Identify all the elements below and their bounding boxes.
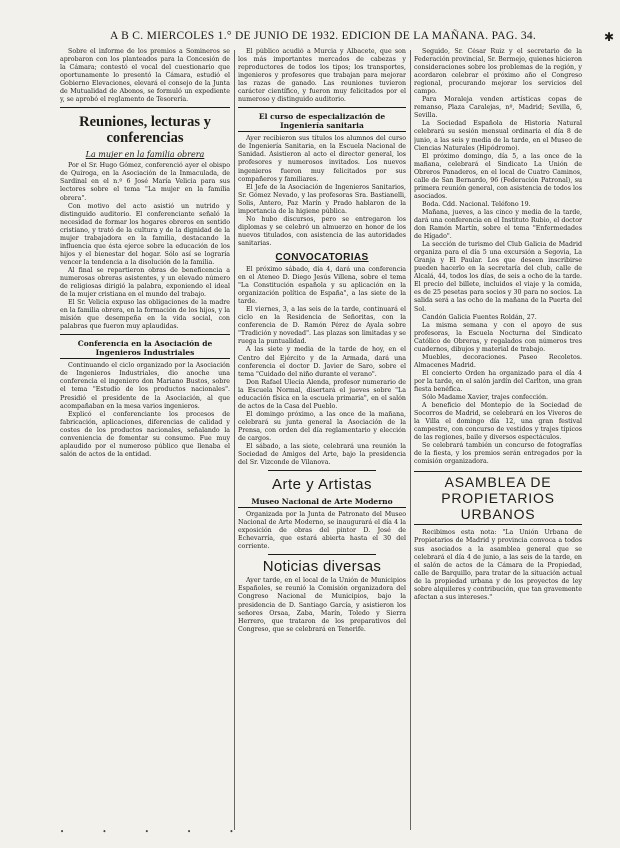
article-text: Continuando el ciclo organizado por la Asociación de Ingenieros Industriales, dio anoche una conferencia el ingeniero don Mariano Bustos, sobre el tema "Estudio de los productos nacionales". Presidió el presidente de la Asociación, al que acompañaban en la mesa varios ingenieros. Explicó el conferenciante los procesos de fabricación, aplicaciones, diferencias de calidad y costes de los productos nacionales, señalando la conveniencia de fomentar su consumo. Fue muy aplaudido por el numeroso público que llenaba el salón de actos de la entidad.: [60, 362, 230, 458]
rule: [238, 107, 406, 108]
rule: [60, 107, 230, 108]
rule: [268, 470, 376, 471]
article-text: Sobre el informe de los premios a Somineros se aprobaron con los planteados para la Concesión de la Cámara; contestó el vocal del cuestionario que oportunamente lo presentó la Cámara, estudió el Gobierno Elevaciones, elevará el consejo de la Junta de Mutualidad de Abonos, se formuló un expediente y, se aprobó el reglamento de Tesorería.: [60, 48, 230, 104]
page-header: A B C. MIERCOLES 1.° DE JUNIO DE 1932. EDICION DE LA MAÑANA. PAG. 34.: [110, 30, 537, 42]
section-heading: Reuniones, lecturas y conferencias: [79, 114, 211, 147]
rule: [268, 554, 376, 555]
section-heading: ASAMBLEA DE PROPIETARIOS URBANOS: [414, 471, 582, 525]
corner-mark: ✱: [604, 30, 615, 44]
article-text: Recibimos esta nota: "La Unión Urbana de Propietarios de Madrid y provincia convoca a todos sus asociados a la asamblea general que se celebrará el día 4 de junio, a las seis de la tarde, en el salón de actos de la Cámara de la Propiedad, calle de Barquillo, para tratar de la situación actual de la propiedad urbana y de los proyectos de ley sobre alquileres y contribución, que tan gravemente afectan a sus intereses.": [414, 529, 582, 601]
section-heading: CONVOCATORIAS: [275, 251, 369, 263]
article-text: El próximo sábado, día 4, dará una conferencia en el Ateneo D. Diego Jesús Villena, sobre el tema "La Constitución española y su aplicación en la organización política de España", a las siete de la tarde. El viernes, 3, a las seis de la tarde, continuará el ciclo en la Residencia de Señoritas, con la conferencia de D. Ramón Pérez de Ayala sobre "Tradición y novedad". Las plazas son limitadas y se ruega la puntualidad. A las siete y media de la tarde de hoy, en el Centro del Ejército y de la Armada, dará una conferencia el doctor D. Javier de Saro, sobre el tema "Cuidado del niño durante el verano". Don Rafael Ulecia Alenda, profesor numerario de la Escuela Normal, disertará el jueves sobre "La educación física en la escuela primaria", en el salón de actos de la Casa del Pueblo. El domingo próximo, a las once de la mañana, celebrará su junta general la Asociación de la Prensa, con orden del día reglamentario y elección de cargos. El sábado, a las siete, celebrará una reunión la Sociedad de Amigos del Arte, bajo la presidencia del Sr. Vizconde de Vilanova.: [238, 265, 406, 467]
column-divider: [410, 50, 411, 830]
article-text: Ayer recibieron sus títulos los alumnos del curso de Ingeniería Sanitaria, en la Escuela Nacional de Sanidad. Asistieron al acto el director general, los profesores y numerosos invitados. Los nuevos ingenieros fueron muy felicitados por sus compañeros y familiares. El Jefe de la Asociación de Ingenieros Sanitarios, Sr. Gómez Nevado, y las profesoras Sra. Bastianelli, Solis, Antero, Paz Marín y Prado hablaron de la importancia de la higiene pública. No hubo discursos, pero se entregaron los diplomas y se celebró un almuerzo en honor de los nuevos titulados, con asistencia de las autoridades sanitarias.: [238, 135, 406, 247]
article-text: Organizada por la Junta de Patronato del Museo Nacional de Arte Moderno, se inaugurará el día 4 la exposición de obras del pintor D. José de Echevarría, que estará abierta hasta el 30 del corriente.: [238, 511, 406, 551]
column-right: [414, 48, 582, 602]
column-left: [60, 48, 230, 459]
bottom-marks: • • • • •: [60, 828, 252, 836]
article-heading: Museo Nacional de Arte Moderno: [238, 497, 406, 508]
article-text: Seguido, Sr. César Ruiz y el secretario de la Federación provincial, Sr. Bermejo, quienes hicieron consideraciones sobre los problemas de la región, y acordaron celebrar el próximo año el Congreso regional, procurando mejorar los servicios del campo. Para Moraleja venden artísticas copas de remanso, Plaza Caralejas, nº, Madrid; Sevilla, 6, Sevilla. La Sociedad Española de Historia Natural celebrará su sesión mensual ordinaria el día 8 de junio, a las seis y media de la tarde, en el Museo de Ciencias Naturales (Hipódromo). El próximo domingo, día 5, a las once de la mañana, celebrará el Sindicato La Unión de Obreros Panaderos, en el local de Cuatro Caminos, calle de San Bernardo, 96 (Federación Patronal), su primera reunión general, con asistencia de todos los asociados. Boda. Cdd. Nacional. Teléfono 19. Mañana, jueves, a las cinco y media de la tarde, dará una conferencia en el Instituto Rubio, el doctor don Ramón Martín, sobre el tema "Enfermedades de Hígado". La sección de turismo del Club Galicia de Madrid organiza para el día 5 una excursión a Segovia, La Granja y El Paular. Los que deseen inscribirse pueden hacerlo en la secretaría del club, calle de Alcalá, 44, todos los días, de seis a ocho de la tarde. El precio del billete, incluidos el viaje y la comida, es de 25 pesetas para socios y 30 para no socios. La salida será a las ocho de la mañana de la Puerta del Sol. Candón Galicia Fuentes Roldán, 27. La misma semana y con el apoyo de sus profesoras, la Escuela Nocturna del Sindicato Católico de Obreras, y regalados con números tres cuadernos, dibujos y material de trabajo. Muebles, decoraciones. Paseo Recoletos. Almacenes Madrid. El concierto Orden ha organizado para el día 4 por la tarde, en el salón jardín del Carlton, una gran fiesta benéfica. Sólo Madame Xavier, trajes confección. A beneficio del Montepío de la Sociedad de Socorros de Madrid, se celebrará en los Viveros de la Villa el domingo día 12, una gran festival campestre, con concurso de vestidos y trajes típicos de las regiones, baile y diversos espectáculos. Se celebrará también un concurso de fotografías de la fiesta, y los premios serán entregados por la comisión organizadora.: [414, 48, 582, 466]
article-text: Ayer tarde, en el local de la Unión de Municipios Españoles, se reunió la Comisión organizadora del Congreso Nacional de Municipios, bajo la presidencia de D. Santiago García, y asistieron los señores Orsaa, Zaba, Marín, Toledo y Sierra Herrero, que trataron de los preparativos del Congreso, que se celebrará en Tenerife.: [238, 577, 406, 633]
rule: [60, 334, 230, 335]
article-text: El público acudió a Murcia y Albacete, que son los más importantes mercados de cabezas y reproductores de todos los tipos; los transportes, ingenieros y profesores que trabajan para mejorar las razas de ganado. Las reuniones tuvieron carácter científico, y fueron muy felicitados por el numeroso y distinguido auditorio.: [238, 48, 406, 104]
article-heading: Conferencia en la Asociación de Ingenieros Industriales: [60, 339, 230, 359]
article-heading: El curso de especialización de Ingeniería sanitaria: [238, 112, 406, 132]
section-heading: Arte y Artistas: [271, 476, 373, 494]
section-heading: Noticias diversas: [262, 558, 382, 576]
article-heading: La mujer en la familia obrera: [85, 150, 205, 160]
column-middle: [238, 48, 406, 634]
article-text: Por el Sr. Hugo Gómez, conferenció ayer el obispo de Quiroga, en la Asociación de la Inmaculada, de Sardinal en el n.º 6 José María Velicia para sus lectores sobre el tema "La mujer en la familia obrera". Con motivo del acto asistió un nutrido y distinguido auditorio. El conferenciante señaló la necesidad de formar los hogares obreros en sentido cristiano, y trató de la cultura y de la dignidad de la mujer trabajadora en la familia, destacando la influencia que ésta ejerce sobre la educación de los hijos y el bienestar del hogar. Sólo así se lograría vencer la tendencia a la disolución de la familia. Al final se repartieron obras de beneficencia a numerosas obreras asistentes, y un elevado número de religiosas dirigió la palabra, exponiendo el ideal de la mujer cristiana en el mundo del trabajo. El Sr. Velicia expuso las obligaciones de la madre en la familia obrera, en la formación de los hijos, y la misión que desempeña en la vida social, con palabras que fueron muy aplaudidas.: [60, 162, 230, 331]
column-divider: [234, 50, 235, 830]
